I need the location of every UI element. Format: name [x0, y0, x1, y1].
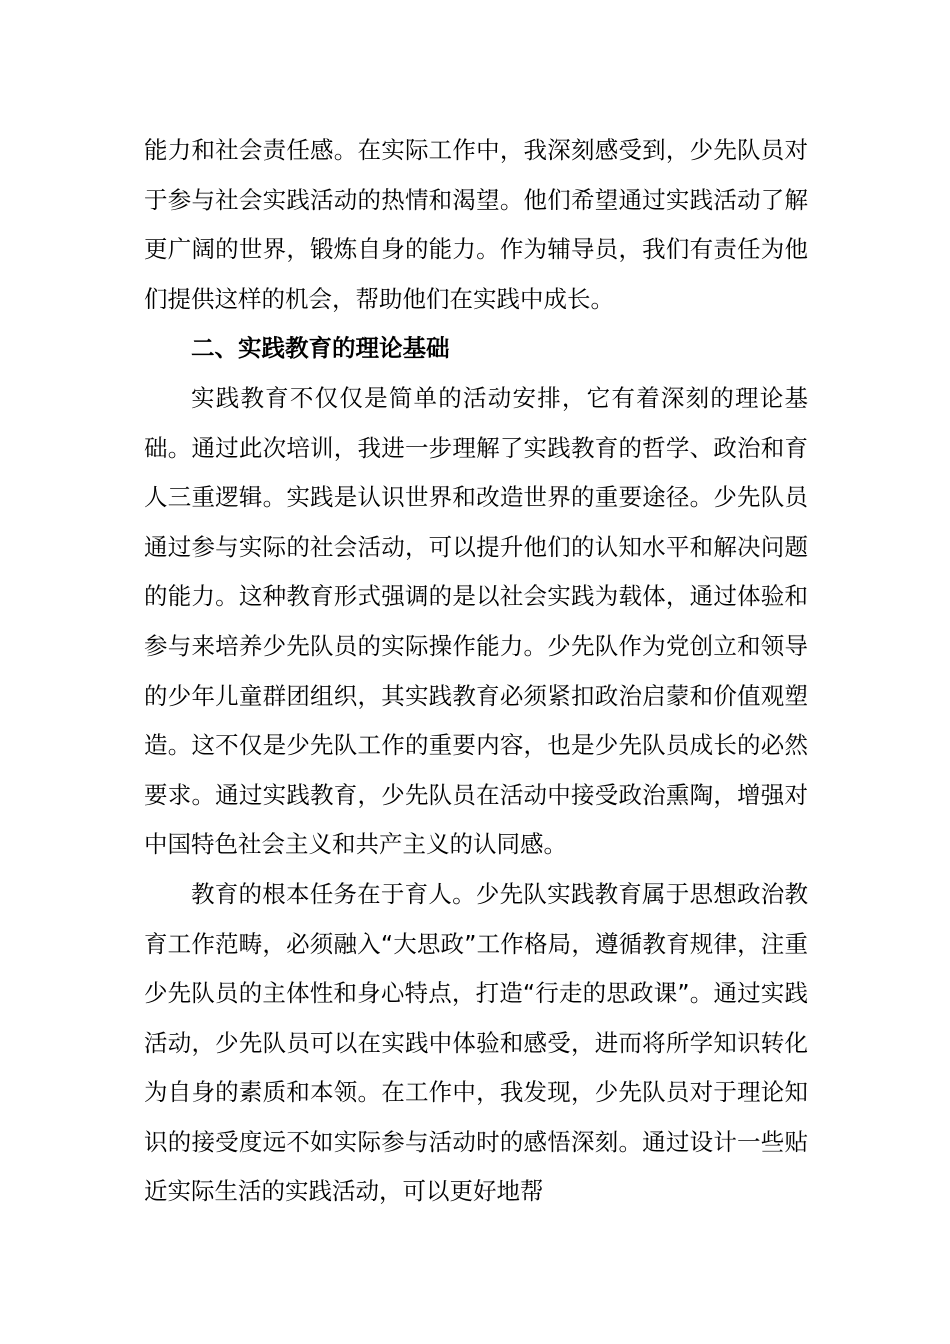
paragraph-education: 教育的根本任务在于育人。少先队实践教育属于思想政治教育工作范畴，必须融入“大思政”工作格局，遵循教育规律，注重少先队员的主体性和身心特点，打造“行走的思政课”。通过实践活动，少先队员可以在实践中体验和感受，进而将所学知识转化为自身的素质和本领。在工作中，我发现，少先队员对于理论知识的接受度远不如实际参与活动时的感悟深刻。通过设计一些贴近实际生活的实践活动，可以更好地帮: [144, 879, 808, 1206]
continuation-paragraph: 能力和社会责任感。在实际工作中，我深刻感受到，少先队员对于参与社会实践活动的热情和渴望。他们希望通过实践活动了解更广阔的世界，锻炼自身的能力。作为辅导员，我们有责任为他们提供这样的机会，帮助他们在实践中成长。: [144, 136, 808, 313]
paragraph-theory: 实践教育不仅仅是简单的活动安排，它有着深刻的理论基础。通过此次培训，我进一步理解了实践教育的哲学、政治和育人三重逻辑。实践是认识世界和改造世界的重要途径。少先队员通过参与实际的社会活动，可以提升他们的认知水平和解决问题的能力。这种教育形式强调的是以社会实践为载体，通过体验和参与来培养少先队员的实际操作能力。少先队作为党创立和领导的少年儿童群团组织，其实践教育必须紧扣政治启蒙和价值观塑造。这不仅是少先队工作的重要内容，也是少先队员成长的必然要求。通过实践教育，少先队员在活动中接受政治熏陶，增强对中国特色社会主义和共产主义的认同感。: [144, 383, 808, 859]
section-heading: 二、实践教育的理论基础: [191, 334, 450, 363]
document-body: [144, 126, 808, 1217]
